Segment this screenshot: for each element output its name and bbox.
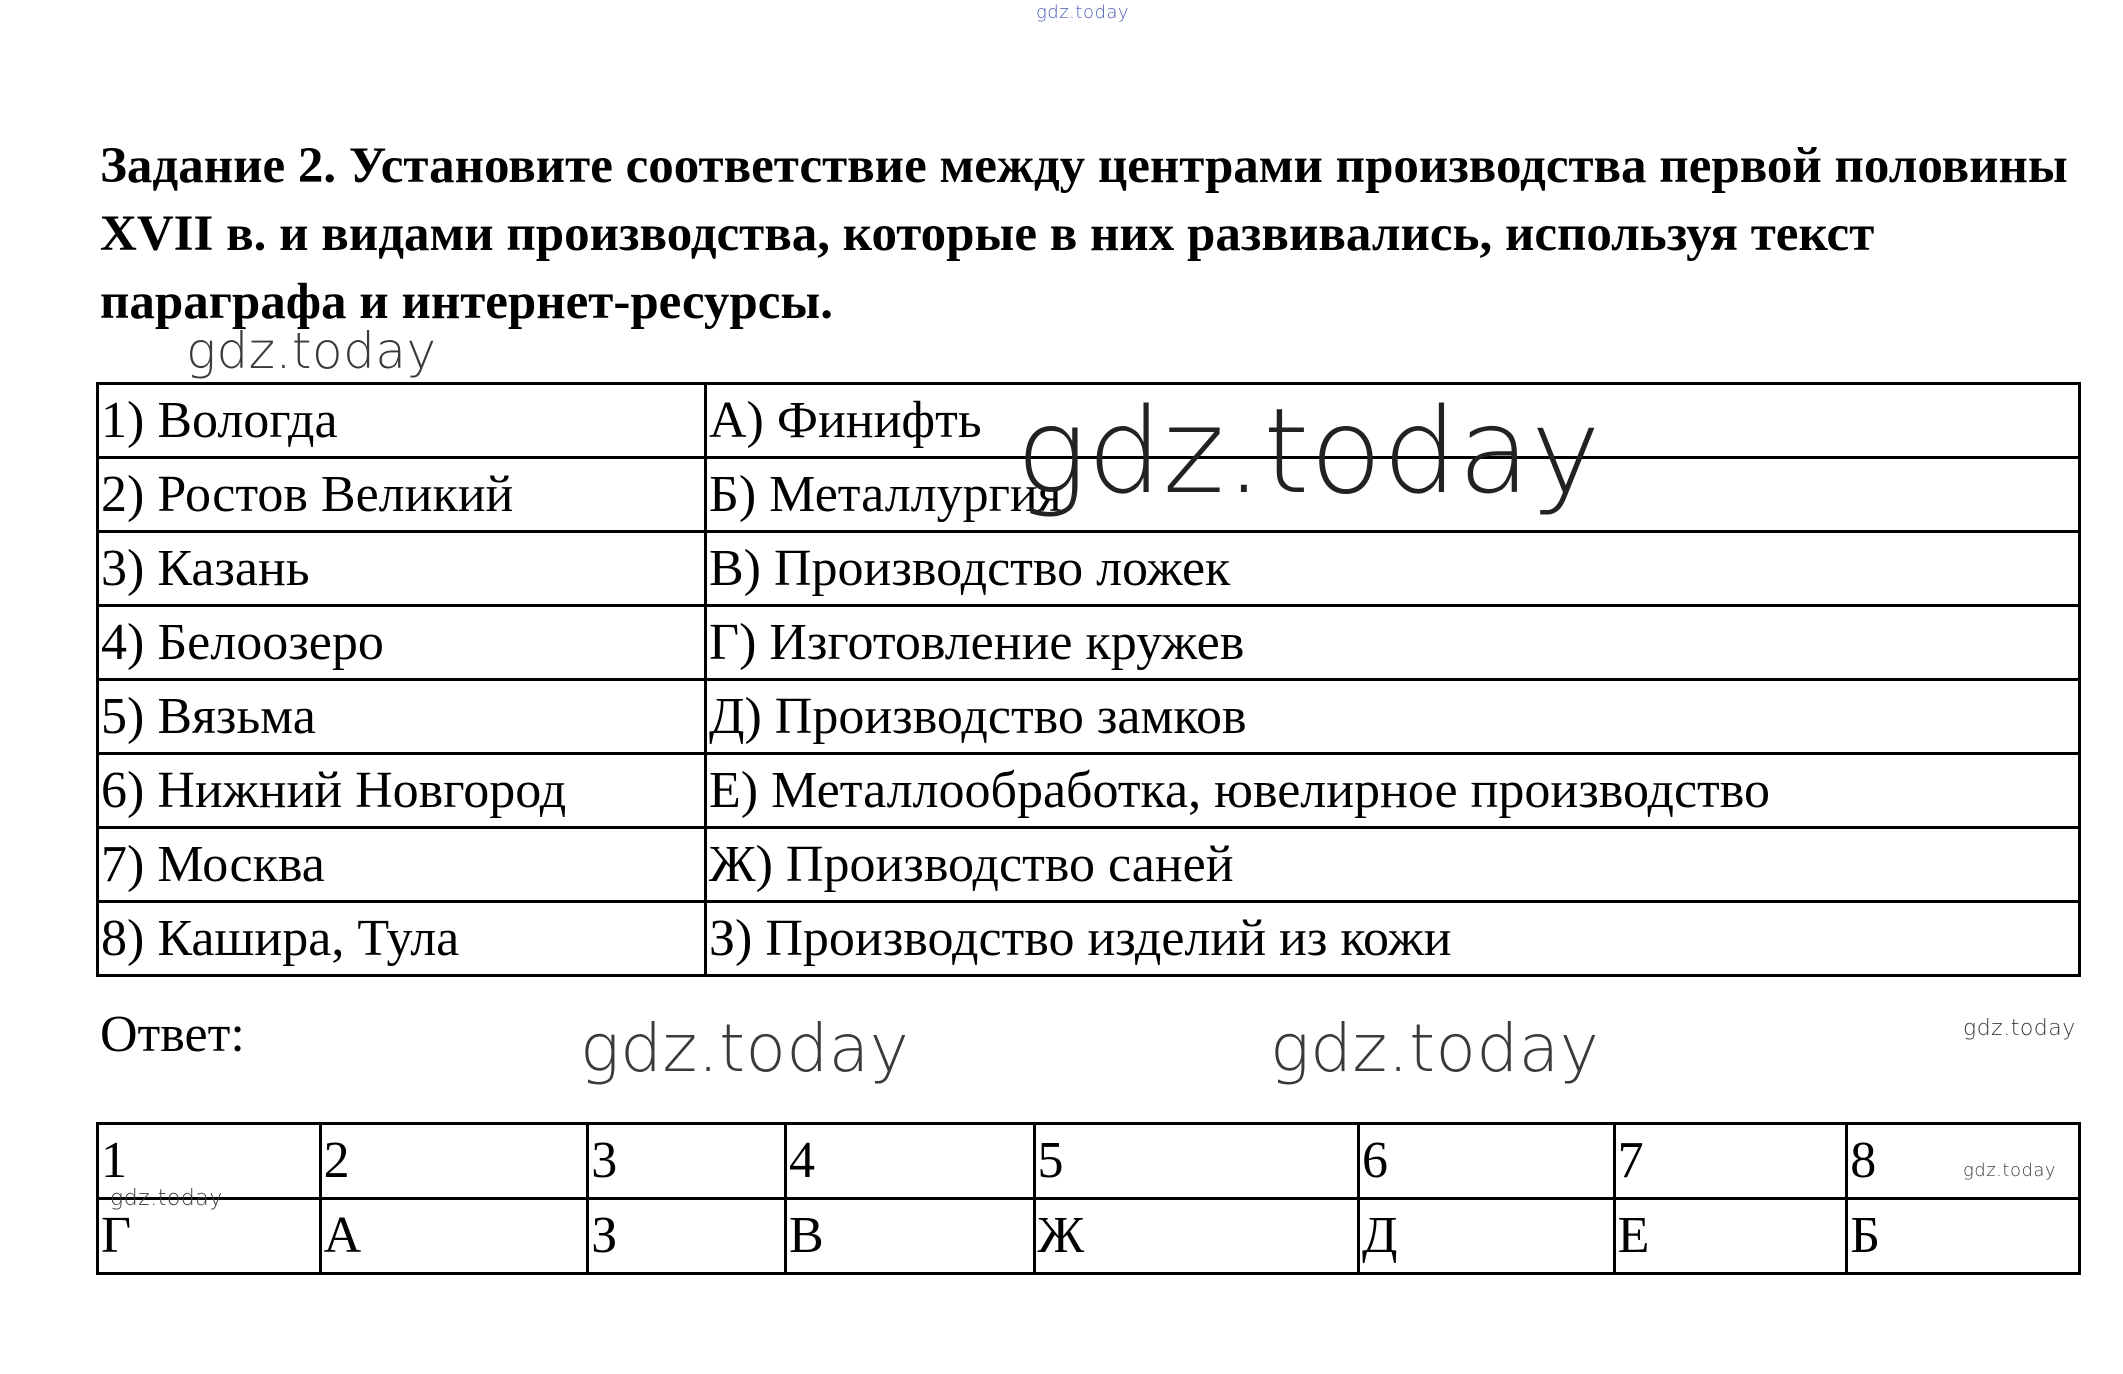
answer-number: 7 <box>1614 1124 1847 1199</box>
answer-number: 5 <box>1034 1124 1359 1199</box>
production-cell: З) Производство изделий из кожи <box>706 902 2080 976</box>
production-cell: Г) Изготовление кружев <box>706 606 2080 680</box>
answer-table <box>96 1122 2081 1275</box>
production-cell: Д) Производство замков <box>706 680 2080 754</box>
answer-letter: З <box>588 1199 786 1274</box>
answer-number: 3 <box>588 1124 786 1199</box>
answer-number: 1 <box>98 1124 321 1199</box>
answer-number-row <box>98 1124 2080 1199</box>
answer-letter-row <box>98 1199 2080 1274</box>
watermark-small-left: gdz.today <box>110 1186 223 1211</box>
table-row <box>98 828 2080 902</box>
center-cell: 5) Вязьма <box>98 680 706 754</box>
answer-number: 4 <box>785 1124 1034 1199</box>
production-cell: Ж) Производство саней <box>706 828 2080 902</box>
watermark-small-cell: gdz.today <box>1963 1160 2057 1181</box>
center-cell: 7) Москва <box>98 828 706 902</box>
table-row <box>98 902 2080 976</box>
answer-letter: Б <box>1847 1199 2080 1274</box>
answer-letter: Д <box>1359 1199 1615 1274</box>
production-cell: В) Производство ложек <box>706 532 2080 606</box>
watermark-small-right: gdz.today <box>1963 1016 2076 1041</box>
answer-label: Ответ: <box>100 1006 245 1063</box>
production-cell: Е) Металлообработка, ювелирное производство <box>706 754 2080 828</box>
watermark-title: gdz.today <box>186 322 437 380</box>
center-cell: 3) Казань <box>98 532 706 606</box>
table-row <box>98 680 2080 754</box>
table-row <box>98 532 2080 606</box>
center-cell: 4) Белоозеро <box>98 606 706 680</box>
answer-letter: Г <box>98 1199 321 1274</box>
production-cell: А) Финифть <box>706 384 2080 458</box>
answer-number: 2 <box>320 1124 588 1199</box>
center-cell: 1) Вологда <box>98 384 706 458</box>
answer-letter: Е <box>1614 1199 1847 1274</box>
answer-number: 6 <box>1359 1124 1615 1199</box>
table-row <box>98 606 2080 680</box>
answer-letter: В <box>785 1199 1034 1274</box>
watermark-top: gdz.today <box>1036 2 1130 23</box>
production-cell: Б) Металлургия <box>706 458 2080 532</box>
answer-number: 8 <box>1847 1124 2080 1199</box>
center-cell: 8) Кашира, Тула <box>98 902 706 976</box>
answer-letter: Ж <box>1034 1199 1359 1274</box>
watermark-large: gdz.today <box>1016 382 1602 520</box>
center-cell: 2) Ростов Великий <box>98 458 706 532</box>
watermark-answer-left: gdz.today <box>580 1010 910 1087</box>
center-cell: 6) Нижний Новгород <box>98 754 706 828</box>
answer-letter: А <box>320 1199 588 1274</box>
table-row <box>98 754 2080 828</box>
task-title: Задание 2. Установите соответствие между центрами производства первой половины XVII в. и видами производства, которые в них развивались, используя текст параграфа и интернет-ресурсы. <box>100 138 2068 330</box>
watermark-answer-right: gdz.today <box>1270 1010 1600 1087</box>
